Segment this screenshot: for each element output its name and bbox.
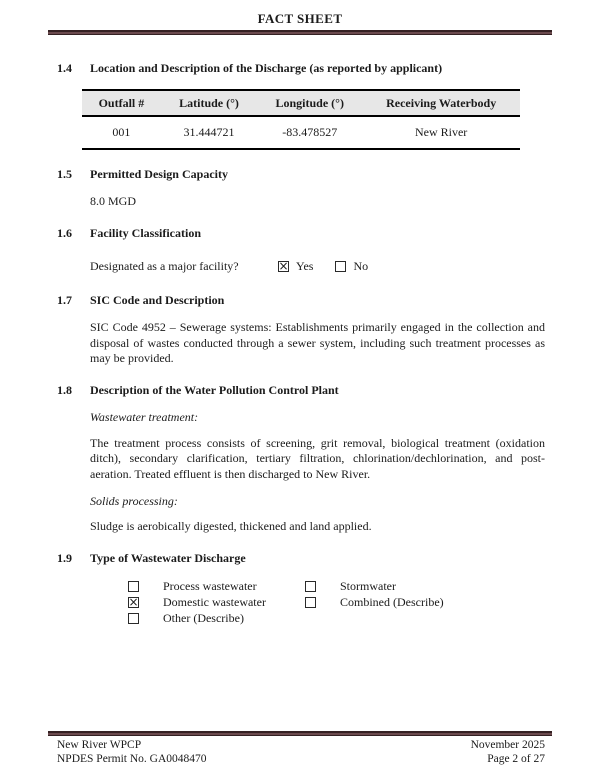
wastewater-treatment-label: Wastewater treatment: [90,410,199,425]
document-body [0,61,600,625]
other-checkbox[interactable] [128,613,139,624]
column-header-latitude: Latitude (°) [161,90,257,116]
section-heading-1-7 [57,293,545,308]
combined-checkbox[interactable] [305,597,316,608]
footer-text [0,736,600,776]
design-capacity-value: 8.0 MGD [90,194,137,208]
page-number: Page 2 of 27 [487,752,545,765]
section-title: Permitted Design Capacity [90,167,228,181]
option-label: Stormwater [340,579,396,594]
solids-processing-description: Sludge is aerobically digested, thickened and land applied. [90,519,372,534]
column-header-longitude: Longitude (°) [257,90,362,116]
cell-longitude: -83.478527 [257,116,362,149]
solids-processing-label: Solids processing: [90,493,178,508]
option-other [128,612,305,625]
column-header-waterbody: Receiving Waterbody [362,90,520,116]
header-rule [48,30,552,35]
option-label: Combined (Describe) [340,595,444,610]
option-process-wastewater [128,580,305,593]
page-title: FACT SHEET [257,11,343,26]
cell-latitude: 31.444721 [161,116,257,149]
major-facility-option-no [335,259,368,274]
major-facility-option-yes [278,259,313,274]
cell-outfall-number: 001 [82,116,161,149]
section-number: 1.8 [57,383,72,398]
outfall-table [82,89,520,150]
sic-code-description: SIC Code 4952 – Sewerage systems: Establishments primarily engaged in the collection and disposal of wastes conducted through a sewer system, including such treatment processes as may be provided. [90,320,545,365]
domestic-wastewater-checkbox[interactable] [128,597,139,608]
section-number: 1.5 [57,167,72,181]
section-title: Location and Description of the Discharge (as reported by applicant) [90,61,443,75]
option-combined [305,596,444,609]
option-stormwater [305,580,444,593]
table-row [82,116,520,149]
section-title: Type of Wastewater Discharge [90,551,246,566]
section-heading-1-4 [57,61,545,76]
section-number: 1.6 [57,226,72,241]
cell-waterbody: New River [362,116,520,149]
yes-label: Yes [296,259,314,274]
option-label: Other (Describe) [163,611,244,626]
wastewater-treatment-description: The treatment process consists of screening, grit removal, biological treatment (oxidation ditch), secondary clarification, tertiary filtration, chlorination/dechlorination, and post-aeration. Treated effluent is then discharged to New River. [90,436,545,481]
document-date: November 2025 [470,739,545,751]
yes-checkbox[interactable] [278,261,289,272]
process-wastewater-checkbox[interactable] [128,581,139,592]
section-heading-1-5 [57,167,545,182]
column-header-outfall: Outfall # [82,90,161,116]
no-checkbox[interactable] [335,261,346,272]
section-heading-1-9 [57,551,545,566]
option-domestic-wastewater [128,596,305,609]
facility-name: New River WPCP [57,739,142,751]
table-header-row [82,90,520,116]
section-heading-1-6 [57,226,545,241]
section-title: SIC Code and Description [90,293,225,308]
section-heading-1-8 [57,383,545,398]
section-number: 1.4 [57,61,72,75]
permit-number: NPDES Permit No. GA0048470 [57,752,207,765]
section-title: Facility Classification [90,226,201,241]
section-title: Description of the Water Pollution Control Plant [90,383,339,398]
stormwater-checkbox[interactable] [305,581,316,592]
no-label: No [353,259,369,274]
footer-right [471,739,545,766]
major-facility-question-row [90,259,545,274]
page-footer [0,728,600,776]
section-number: 1.7 [57,293,72,308]
section-number: 1.9 [57,551,72,566]
option-label: Process wastewater [163,579,257,594]
option-label: Domestic wastewater [163,595,266,610]
footer-left [57,739,207,766]
major-facility-question: Designated as a major facility? [90,259,239,274]
discharge-type-options [128,580,545,625]
